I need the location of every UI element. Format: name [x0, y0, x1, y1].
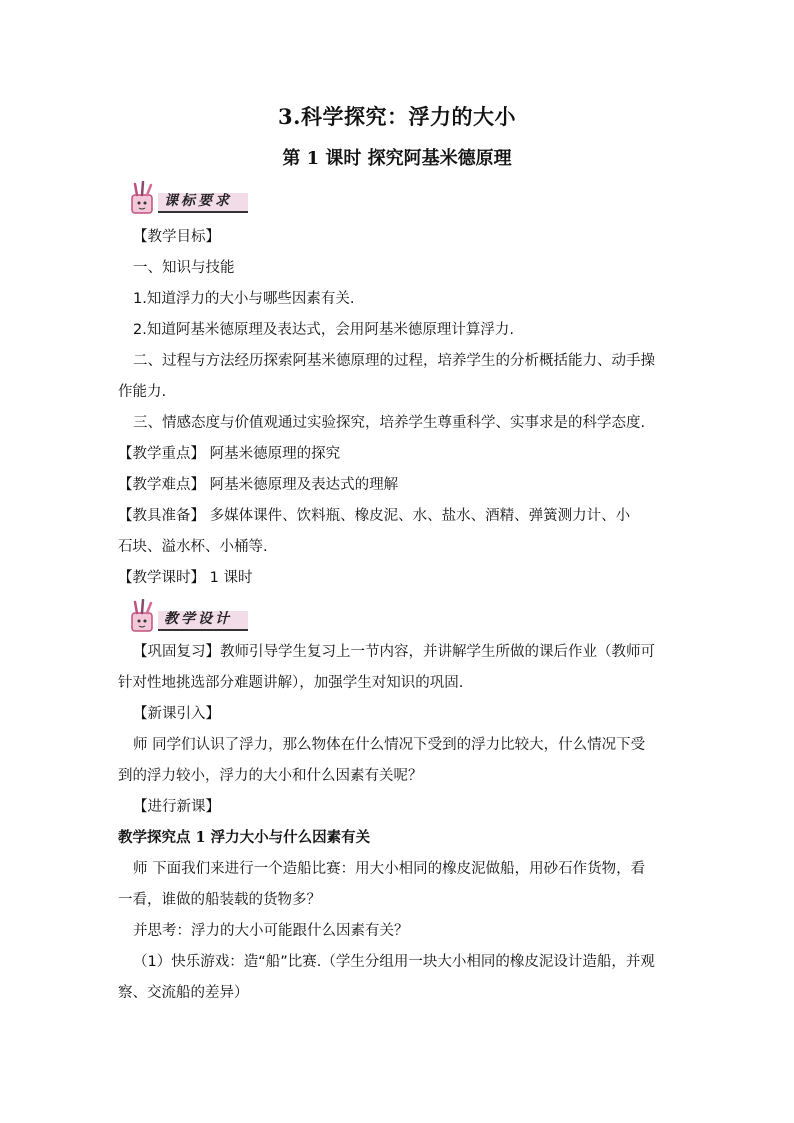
text-line: 【教具准备】 多媒体课件、饮料瓶、橡皮泥、水、盐水、酒精、弹簧测力计、小	[118, 508, 631, 524]
text-line: 师 下面我们来进行一个造船比赛：用大小相同的橡皮泥做船，用砂石作货物，看	[133, 861, 646, 877]
text-line: 二、过程与方法经历探索阿基米德原理的过程，培养学生的分析概括能力、动手操	[133, 353, 655, 369]
section-banner-design	[128, 599, 254, 633]
text-line: 【教学难点】 阿基米德原理及表达式的理解	[118, 477, 399, 493]
text-line-heading: 教学探究点 1 浮力大小与什么因素有关	[118, 829, 371, 846]
text-line: 2.知道阿基米德原理及表达式，会用阿基米德原理计算浮力.	[133, 322, 514, 338]
text-line: 一看，谁做的船装载的货物多？	[118, 892, 321, 908]
text-line: 并思考：浮力的大小可能跟什么因素有关？	[133, 923, 409, 939]
text-line: 石块、溢水杯、小桶等.	[118, 539, 268, 555]
text-line: 【教学重点】 阿基米德原理的探究	[118, 446, 341, 462]
text-line: 针对性地挑选部分难题讲解），加强学生对知识的巩固.	[118, 675, 464, 691]
text-line: （1）快乐游戏：造“船”比赛.（学生分组用一块大小相同的橡皮泥设计造船，并观	[133, 954, 655, 970]
text-line: 察、交流船的差异）	[118, 985, 249, 1001]
text-line: 【教学课时】 1 课时	[118, 570, 253, 586]
lesson-subtitle: 第 1 课时 探究阿基米德原理	[282, 148, 512, 169]
pencil-cup-icon	[128, 599, 162, 633]
text-line: 【进行新课】	[133, 799, 220, 815]
lesson-title: 3.科学探究：浮力的大小	[278, 104, 516, 129]
text-line: 师 同学们认识了浮力，那么物体在什么情况下受到的浮力比较大，什么情况下受	[133, 737, 646, 753]
banner-label: 教学设计	[164, 611, 232, 627]
text-line: 【巩固复习】教师引导学生复习上一节内容，并讲解学生所做的课后作业（教师可	[133, 644, 655, 660]
text-line: 【教学目标】	[133, 229, 220, 245]
text-line: 1.知道浮力的大小与哪些因素有关.	[133, 291, 355, 307]
text-line: 到的浮力较小，浮力的大小和什么因素有关呢？	[118, 768, 423, 784]
text-line: 一、知识与技能	[133, 260, 235, 276]
text-line: 【新课引入】	[133, 706, 220, 722]
pencil-cup-icon	[128, 181, 162, 215]
banner-label: 课标要求	[164, 193, 232, 209]
section-banner-requirements	[128, 181, 254, 215]
text-line: 作能力.	[118, 384, 167, 400]
text-line: 三、情感态度与价值观通过实验探究，培养学生尊重科学、实事求是的科学态度.	[133, 415, 646, 431]
